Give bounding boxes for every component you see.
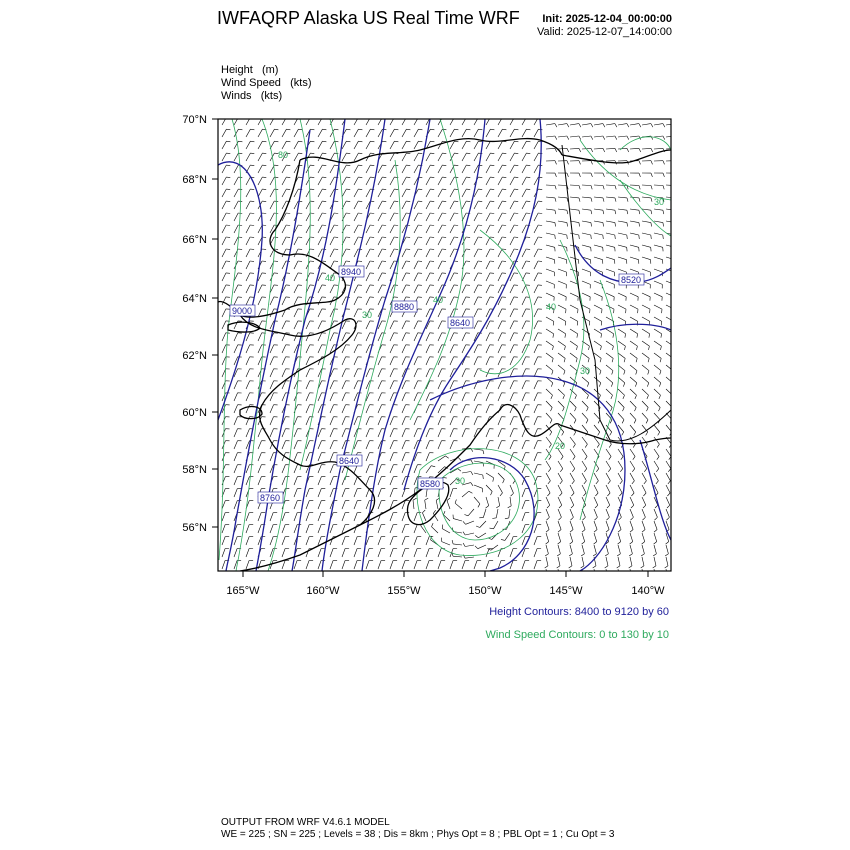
init-time: Init: 2025-12-04_00:00:00 — [542, 13, 672, 25]
field-height: Height (m) — [221, 64, 279, 76]
wind-barb-flag — [527, 117, 531, 118]
svg-text:8640: 8640 — [449, 318, 471, 328]
svg-text:8640: 8640 — [338, 456, 360, 466]
speed-label: 80 — [277, 150, 289, 160]
wind-barb-flag — [628, 578, 631, 580]
speed-label: 40 — [545, 302, 557, 312]
wind-barb-flag — [311, 117, 315, 118]
lon-label: 150°W — [468, 585, 502, 597]
svg-text:8580: 8580 — [419, 479, 441, 489]
lon-label: 155°W — [387, 585, 421, 597]
wind-barb-flag — [544, 578, 547, 580]
wind-barb-flag — [467, 117, 471, 118]
wind-barb-flag — [443, 117, 447, 118]
wind-barb-flag — [335, 117, 339, 118]
lat-label: 64°N — [182, 293, 207, 305]
wind-barb-flag — [640, 578, 643, 580]
wind-barb-flag — [431, 117, 435, 118]
valid-time: Valid: 2025-12-07_14:00:00 — [537, 26, 672, 38]
height-label — [448, 317, 473, 328]
wind-barb-flag — [675, 223, 676, 227]
footer-config-line: WE = 225 ; SN = 225 ; Levels = 38 ; Dis = 8km ; Phys Opt = 8 ; PBL Opt = 1 ; Cu Opt = 3 — [221, 829, 615, 840]
lat-label: 58°N — [182, 464, 207, 476]
wind-barb-flag — [675, 124, 677, 128]
wind-barb-flag — [675, 136, 677, 140]
speed-label: 20 — [554, 441, 566, 451]
lat-label: 62°N — [182, 350, 207, 362]
svg-text:8940: 8940 — [340, 267, 362, 277]
wind-barb-flag — [673, 321, 674, 325]
height-contour-note: Height Contours: 8400 to 9120 by 60 — [489, 606, 669, 618]
wind-barb-flag — [395, 117, 399, 118]
wind-barb-flag — [287, 117, 291, 118]
wind-barb-flag — [568, 578, 571, 580]
speed-contour-note: Wind Speed Contours: 0 to 130 by 10 — [485, 629, 669, 641]
wind-barb-flag — [251, 117, 255, 118]
wind-barb-flag — [675, 173, 676, 177]
wind-barb-flag — [672, 358, 673, 362]
footer-model-line: OUTPUT FROM WRF V4.6.1 MODEL — [221, 817, 390, 828]
svg-text:8520: 8520 — [620, 275, 642, 285]
svg-text:9000: 9000 — [231, 306, 253, 316]
lon-label: 140°W — [631, 585, 665, 597]
wind-barb-flag — [675, 210, 676, 214]
wind-barb-flag — [675, 235, 676, 239]
speed-label: 30 — [454, 476, 466, 486]
wind-barb-flag — [479, 117, 483, 118]
lat-label: 68°N — [182, 174, 207, 186]
speed-label: 30 — [579, 366, 591, 376]
wind-barb-flag — [672, 371, 673, 375]
wind-barb-flag — [299, 117, 303, 118]
wind-barb-flag — [359, 117, 363, 118]
wind-barb-flag — [673, 334, 674, 338]
height-label — [230, 305, 255, 316]
lat-label: 56°N — [182, 522, 207, 534]
wind-barb-flag — [455, 117, 459, 118]
lat-label: 60°N — [182, 407, 207, 419]
model-footer — [221, 817, 614, 841]
height-label — [339, 266, 364, 277]
lon-label: 165°W — [226, 585, 260, 597]
wind-barb-flag — [675, 198, 676, 202]
field-winds: Winds (kts) — [221, 90, 283, 102]
speed-label: 30 — [653, 197, 665, 207]
speed-label: 30 — [361, 310, 373, 320]
lon-label: 160°W — [306, 585, 340, 597]
wind-barb-flag — [227, 117, 231, 118]
wind-barb-flag — [539, 117, 543, 118]
latitude-axis — [182, 114, 218, 534]
wind-barb-flag — [664, 578, 667, 580]
height-label — [619, 274, 644, 285]
field-wind-speed: Wind Speed (kts) — [221, 77, 312, 89]
wind-barb-flag — [652, 578, 655, 580]
svg-text:8880: 8880 — [393, 302, 415, 312]
wind-barb-flag — [263, 117, 267, 118]
lat-label: 70°N — [182, 114, 207, 126]
wind-barb-flag — [383, 117, 387, 118]
wind-barb-flag — [371, 117, 375, 118]
wind-barb-flag — [275, 117, 279, 118]
wind-barb-flag — [515, 117, 519, 118]
wind-barb-flag — [604, 578, 607, 580]
svg-text:8760: 8760 — [259, 493, 281, 503]
wind-barb-flag — [675, 186, 676, 190]
wind-barb-flag — [407, 117, 411, 118]
wind-barb-flag — [503, 117, 507, 118]
wind-barb-flag — [239, 117, 243, 118]
wind-barb-flag — [347, 117, 351, 118]
height-label — [418, 478, 443, 489]
height-label — [337, 455, 362, 466]
wind-barb-flag — [323, 117, 327, 118]
speed-label: 40 — [324, 273, 336, 283]
wind-barb-flag — [556, 578, 559, 580]
wind-barb-flag — [419, 117, 423, 118]
lon-label: 145°W — [549, 585, 583, 597]
lat-label: 66°N — [182, 234, 207, 246]
wind-barb-flag — [592, 578, 595, 580]
map-title: IWFAQRP Alaska US Real Time WRF — [217, 8, 520, 28]
wind-barb-flag — [673, 346, 674, 350]
height-label — [258, 492, 283, 503]
speed-label: 40 — [432, 295, 444, 305]
plot-area — [218, 117, 677, 580]
longitude-axis — [226, 571, 665, 597]
wind-barb-flag — [491, 117, 495, 118]
height-label — [392, 301, 417, 312]
wind-barb-flag — [675, 161, 677, 165]
wind-barb-flag — [675, 148, 677, 152]
wind-barb-flag — [580, 578, 583, 580]
wind-barb-flag — [616, 578, 619, 580]
